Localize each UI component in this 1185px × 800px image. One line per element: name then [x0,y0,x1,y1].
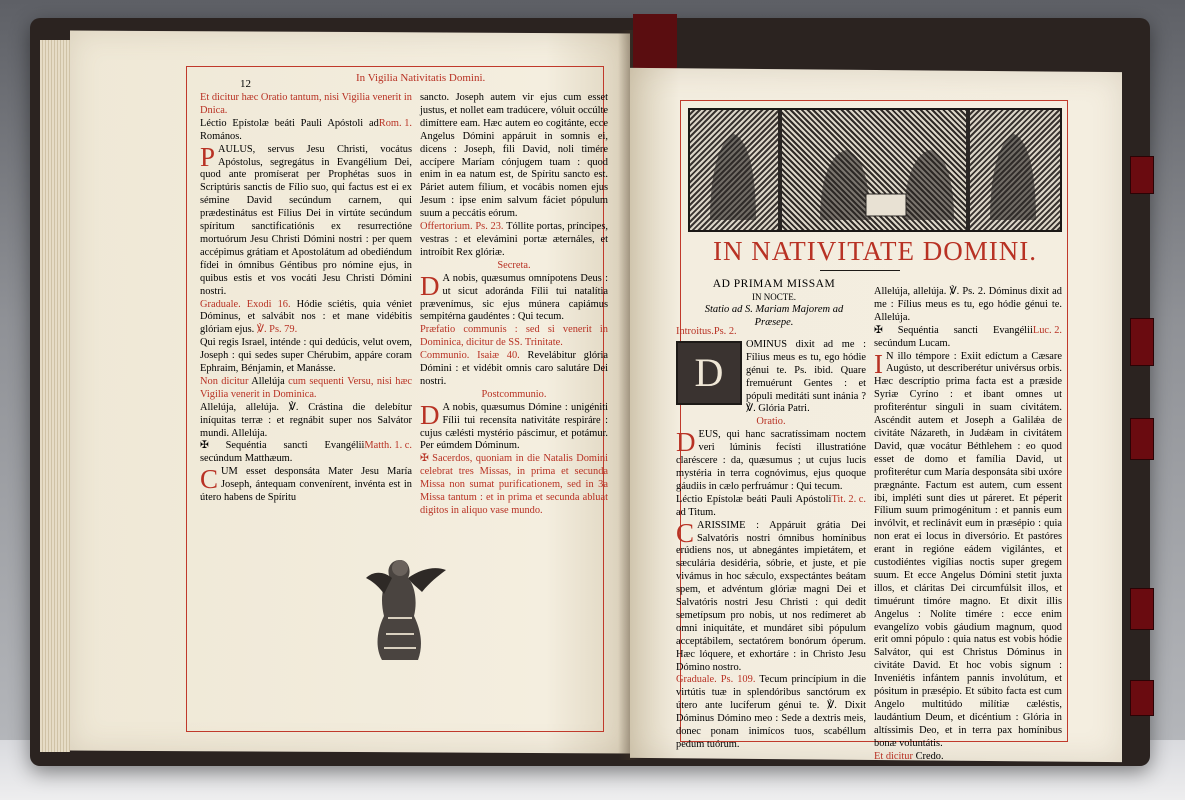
body-text: OMINUS dixit ad me : Fílius meus es tu, ego hódie génui te. Ps. ibid. Quare fremuérunt Gentes : et pópuli meditáti sunt inánia ? ℣. Glória Patri. [746,338,866,415]
right-col1-paragraph [676,674,866,751]
drop-capital: I [874,348,883,379]
mass-heading-block [688,278,860,330]
bookmark-ribbon [633,14,677,72]
in-nocte-label: IN NOCTE. [752,291,796,302]
angel-ornament-icon [352,548,448,668]
page-number: 12 [240,78,251,90]
page-edges [40,40,70,752]
left-col2-paragraph [420,453,608,518]
body-text: Allelúja, allelúja. ℣. Crástina die delebítur iníquitas terræ : et regnábit super nos Salvátor mundi. Allelúja. [200,401,412,439]
left-col2-paragraph [420,270,608,325]
right-col1-paragraph [676,416,866,429]
left-col1-paragraph [200,299,412,338]
right-column-2 [874,286,1062,762]
left-col1-paragraph [200,337,412,376]
feast-title: IN NATIVITATE DOMINI. [712,236,1038,266]
right-col2-paragraph [874,325,1062,351]
right-col1-paragraph [676,326,866,339]
body-text: N illo témpore : Exiit edíctum a Cæsare Augústo, ut describerétur univérsus orbis. Hæc descríptio prima facta est a præside Syriæ Cyríno : et ibant omnes ut profiteréntur singuli in suam civitátem. Ascéndit autem et Joseph a Galilǽa de civitáte Názareth, in Judǽam in civitátem David, quæ vocátur Béthlehem : eo quod esset de domo et família David, ut profiterétur cum María desponsáta sibi uxóre prægnánte. Factum est autem, cum essent ibi, impléti sunt dies ut páreret. Et péperit Fílium suum primogénitum : et pannis eum invólvit, et reclinávit eum in præsépio : quia non erat ei locus in diversório. Et pastóres erant in regióne eádem vigilántes, et custodiéntes vigílias noctis super gregem suum. Et ecce Angelus Dómini stetit juxta illos, et cláritas Dei circumfúlsit illos, et timuérunt timóre magno. Et dixit illis Angelus : Nolíte timére : ecce enim evangelízo vobis gáudium magnum, quod erit omni pópulo : quia natus est vobis hódie Salvátor, qui est Christus Dóminus in civitáte David. Et hoc vobis signum : Inveniétis infántem pannis involútum, et pósitum in præsépio. Et súbito facta est cum Angelo multitúdo milítiæ cæléstis, laudántium Deum, et dicéntium : Glória in altíssimis Deo, et in terra pax homínibus bonæ voluntátis. [874,350,1062,749]
body-text: ✠ Sequéntia sancti Evangélii secúndum Matthæum. [200,440,365,465]
body-text: A nobis, quæsumus Dómine : unigéniti Fílii tui recensíta nativitáte respiráre : cujus cælésti mystério páscimur, et potámur. Per eúmdem Dóminum. [420,401,608,452]
statio-label: Statio ad S. Mariam Majorem ad Præsepe. [704,303,844,328]
running-title: In Vigilia Nativitatis Domini. [356,72,486,84]
rubric-label: Communio. Isaiæ 40. [420,350,520,362]
left-col1-paragraph [200,402,412,441]
left-col2-paragraph [420,260,608,273]
ribbon-tab-1 [1130,156,1154,194]
mass-heading: AD PRIMAM MISSAM [712,278,836,290]
rubric-label: Graduale. Exodi 16. [200,298,291,310]
drop-capital: C [200,464,219,495]
section-heading: Oratio. [756,416,786,428]
drop-capital: D [676,427,696,458]
body-text: Léctio Epístolæ beáti Pauli Apóstoli ad Romános. [200,117,379,142]
right-col1-paragraph [676,429,866,494]
right-col1-paragraph [676,339,866,416]
left-col2-paragraph [420,324,608,350]
left-col2-paragraph [420,221,608,260]
left-col1-paragraph [200,92,412,118]
body-text: Allelúja [248,375,289,387]
rubric-label: ℣. Ps. 79. [256,324,298,336]
left-col2-paragraph [420,92,608,221]
rubric-label: Et dicitur [874,750,913,762]
body-text: sancto. Joseph autem vir ejus cum esset justus, et nollet eam tradúcere, vóluit occúlte dimíttere eam. Hæc autem eo cogitánte, ecce Angelus Dómini appáruit in somnis ei, dicens : Joseph, fili David, noli timére accípere Maríam cónjugem tuam : quod enim in ea natum est, de Spíritu sancto est. Páriet autem fílium, et vocábis nomen ejus Jesum : ipse enim salvum fáciet pópulum suum a peccátis eórum. [420,92,608,220]
left-column-1 [200,92,412,502]
body-text: ✠ Sequéntia sancti Evangélii secúndum Lucam. [874,324,1033,349]
rubric-label: cum sequenti Versu, nisi hæc Vigilia venerit in Dominica. [200,375,413,400]
scripture-reference: Rom. 1. [378,117,412,129]
drop-capital: D [420,399,440,430]
right-col1-paragraph [676,494,866,520]
body-text: A nobis, quæsumus omnípotens Deus : ut sicut adoránda Fílii tui natalítia prævenímus, sic ejus múnera capiámus sempitérna gaudéntes : Qui tecum. [420,272,608,323]
right-col1-paragraph [676,517,866,675]
drop-capital: D [420,270,440,301]
body-text: ARISSIME : Appáruit grátia Dei Salvatóris nostri ómnibus homínibus erúdiens nos, ut abnegántes impietátem, et sæculária desidéria, sóbrie, et juste, et pie vivámus in hoc sǽculo, exspectántes beátam spem, et advéntum glóriæ magni Dei et Salvatóris nostri Jesu Christi : qui dedit semetípsum pro nobis, ut nos redímeret ab omni iniquitáte, et mundáret sibi pópulum acceptábilem, sectatórem bonórum óperum. Hæc lóquere, et exhortáre : in Christo Jesu Dómino nostro. [676,519,866,673]
body-text: Credo. [912,750,944,762]
title-rule [820,270,900,271]
right-col2-paragraph [874,348,1062,751]
drop-capital: P [200,141,216,172]
left-col1-paragraph [200,376,412,402]
right-col2-paragraph [874,751,1062,764]
left-col2-paragraph [420,350,608,389]
body-text: Allelúja, allelúja. ℣. Ps. 2. Dóminus dixit ad me : Fílius meus es tu, ego hódie génui te. Allelúja. [874,286,1062,323]
rubric-label: Offertorium. Ps. 23. [420,221,504,233]
ribbon-tab-4 [1130,588,1154,630]
scripture-reference: Luc. 2. [1032,324,1062,336]
rubric-label: Graduale. Ps. 109. [676,674,756,686]
rubric-text: Præfatio communis : sed si venerit in Dominica, dicitur de SS. Trinitate. [420,324,608,349]
left-col1-paragraph [200,440,412,466]
body-text: Hódie sciétis, quia véniet Dóminus, et salvábit nos : et mane vidébitis glóriam ejus. [200,298,412,336]
section-heading: Postcommunio. [481,388,547,400]
body-text: UM esset desponsáta Mater Jesu María Joseph, ántequam convenírent, invénta est in útero habens de Spíritu [200,466,412,504]
drop-capital: D [676,341,742,405]
body-text: AULUS, servus Jesu Christi, vocátus Apóstolus, segregátus in Evangélium Dei, quod ante promíserat per Prophétas suos in Scriptúris sanctis de Fílio suo, qui factus est ei ex sémine David secúndum carnem, qui prædestinátus est Fílius Dei in virtúte secúndum spíritum sanctificatiónis ex resurrectióne mortuórum Jesu Christi Dómini nostri : per quem accépimus grátiam et Apostolátum ad obediéndum fídei in ómnibus Géntibus pro nómine ejus, in quibus estis et vos vocáti Jesu Christi Dómini nostri. [200,143,412,297]
scripture-reference: Tit. 2. c. [831,493,866,505]
ribbon-tab-3 [1130,418,1154,460]
ribbon-tab-5 [1130,680,1154,716]
body-text: Tóllite portas, príncipes, vestras : et elevámini portæ æternáles, et introíbit Rex glóriæ. [420,221,609,258]
left-col2-paragraph [420,389,608,402]
drop-capital: C [676,517,695,548]
section-heading: Secreta. [497,259,531,271]
left-column-2 [420,92,608,516]
nativity-woodcut-image [688,108,1062,232]
rubric-text: Et dicitur hæc Oratio tantum, nisi Vigilia venerit in Dnica. [200,92,412,116]
rubric-label: Non dicitur [200,375,249,387]
body-text: Léctio Epístolæ beáti Pauli Apóstoli ad Titum. [676,493,832,518]
right-column-1 [676,326,866,750]
body-text: EUS, qui hanc sacratíssimam noctem veri lúminis fecísti illustratióne claréscere : da, quæsumus ; ut cujus lucis mystéria in terra cognóvimus, ejus quoque gáudiis in cælo perfruámur : Qui tecum. [676,429,866,492]
body-text: Tecum princípium in die virtútis tuæ in splendóribus sanctórum ex útero ante lucíferum génui te. ℣. Dixit Dóminus Dómino meo : Sede a dextris meis, donec ponam inimícos tuos, scabéllum pedum tuórum. [676,674,866,750]
rubric-label: Introitus. [676,326,714,337]
left-col1-paragraph [200,466,412,505]
rubric-text: ✠ Sacerdos, quoniam in die Natalis Domini celebrat tres Missas, in prima et secunda Missa non sumat purificationem, sed in 3a Missa tantum : et in prima et secunda abluat digitos in aliquo vase mundo. [420,453,608,516]
left-col1-paragraph [200,141,412,299]
ribbon-tab-2 [1130,318,1154,366]
scripture-reference: Matth. 1. c. [364,440,412,452]
body-text: Revelábitur glória Dómini : et vidébit omnis caro salutáre Dei nostri. [420,350,609,387]
left-col2-paragraph [420,399,608,454]
left-col1-paragraph [200,118,412,144]
body-text: Qui regis Israel, inténde : qui dedúcis, velut ovem, Joseph : qui sedes super Chérubim, appáre coram Ephraim, Bénjamin, et Manásse. [200,337,412,375]
rubric-label: Ps. 2. [713,326,737,337]
right-col2-paragraph [874,286,1062,325]
